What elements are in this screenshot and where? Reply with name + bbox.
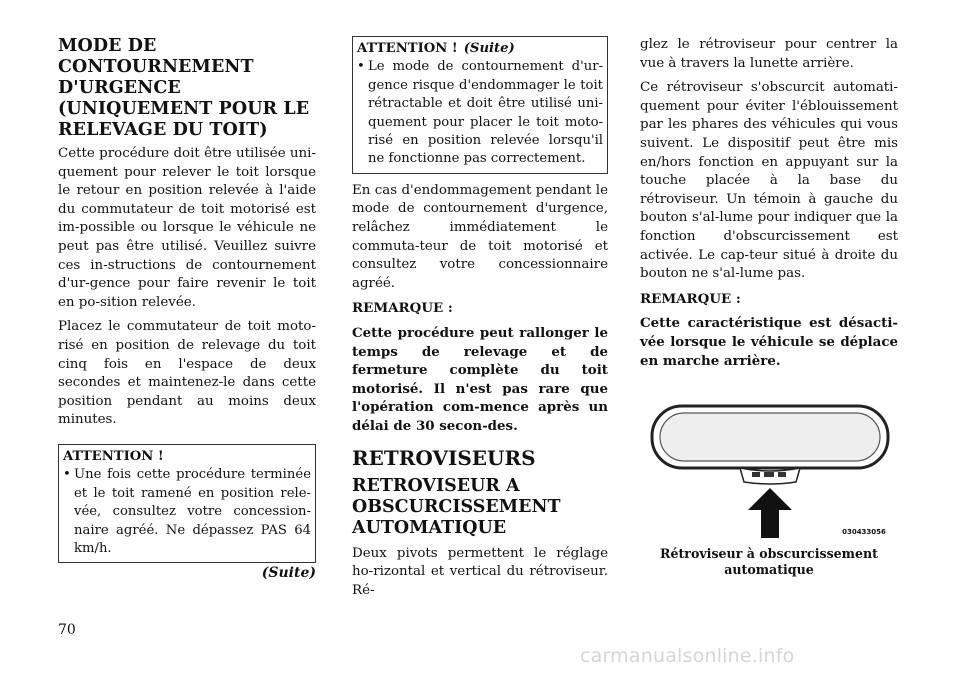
column-2	[352, 36, 608, 606]
figure-caption: Rétroviseur à obscurcissement automatique	[660, 546, 878, 578]
warning-text: Le mode de contournement d'ur-gence risque d'endommager le toit rétractable et doit être utilisé uni-quement pour placer le toit moto-risé en position relevée lorsqu'il ne fonctionne pas correctement.	[368, 59, 603, 167]
remark-text: Cette procédure peut rallonger le temps de relevage et de fermeture complète du toit motorisé. Il n'est pas rare que l'opération com-mence après un délai de 30 secon-des.	[352, 325, 608, 434]
column-3	[640, 36, 898, 578]
bullet-icon: •	[357, 59, 365, 75]
paragraph: Cette procédure doit être utilisée uni-quement pour relever le toit lorsque le retour en position relevée à l'aide du commutateur de toit motorisé est im-possible ou lorsque le véhicule ne peut pas être utilisé. Veuillez suivre ces in-structions de contournement d'ur-gence pour faire revenir le toit en po-sition relevée.	[58, 146, 316, 310]
remark-label: REMARQUE :	[352, 300, 453, 317]
column-1	[58, 36, 316, 581]
watermark: carmanualsonline.info	[580, 645, 795, 667]
warning-box-continued	[352, 36, 608, 174]
continued-label: (Suite)	[261, 565, 316, 582]
paragraph: Placez le commutateur de toit moto-risé en position de relevage du toit cinq fois en l'espace de deux secondes et maintenez-le dans cette position pendant au moins deux minutes.	[58, 319, 316, 428]
warning-suite-label: (Suite)	[463, 41, 515, 56]
warning-text: Une fois cette procédure terminée et le toit ramené en position rele-vée, consultez votre concession-naire agréé. Ne dépassez PAS 64 km/h.	[74, 467, 311, 556]
rearview-mirror-illustration	[640, 400, 898, 540]
warning-title	[357, 40, 603, 58]
page-number: 70	[58, 622, 76, 638]
figure-code: 030433056	[842, 528, 886, 537]
warning-title-text: ATTENTION !	[357, 41, 458, 56]
remark-text: Cette caractéristique est désacti-vée lorsque le véhicule se déplace en marche arrière.	[640, 315, 898, 369]
subsection-title: RETROVISEUR A OBSCURCISSEMENT AUTOMATIQUE	[352, 475, 561, 538]
paragraph: Deux pivots permettent le réglage ho-rizontal et vertical du rétroviseur. Ré-	[352, 545, 608, 598]
warning-bullet	[63, 466, 311, 558]
section-heading: MODE DE CONTOURNEMENT D'URGENCE (UNIQUEMENT POUR LE RELEVAGE DU TOIT)	[58, 36, 310, 140]
remark-label: REMARQUE :	[640, 290, 741, 307]
paragraph: En cas d'endommagement pendant le mode de contournement d'urgence, relâchez immédiatement le commuta-teur de toit motorisé et consultez votre concessionnaire agréé.	[352, 182, 608, 291]
paragraph: glez le rétroviseur pour centrer la vue à travers la lunette arrière.	[640, 37, 898, 71]
warning-bullet	[357, 58, 603, 168]
bullet-icon: •	[63, 467, 71, 483]
paragraph: Ce rétroviseur s'obscurcit automati-quement pour éviter l'éblouissement par les phares des véhicules qui vous suivent. Le dispositif peut être mis en/hors fonction en appuyant sur la touche placée à la base du rétroviseur. Un témoin à gauche du bouton s'al-lume pour indiquer que la fonction d'obscurcissement est activée. Le cap-teur situé à droite du bouton ne s'al-lume pas.	[640, 80, 898, 282]
mirror-figure	[640, 400, 898, 578]
warning-box	[58, 444, 316, 563]
section-title: RETROVISEURS	[352, 445, 536, 470]
warning-title: ATTENTION !	[63, 448, 164, 464]
